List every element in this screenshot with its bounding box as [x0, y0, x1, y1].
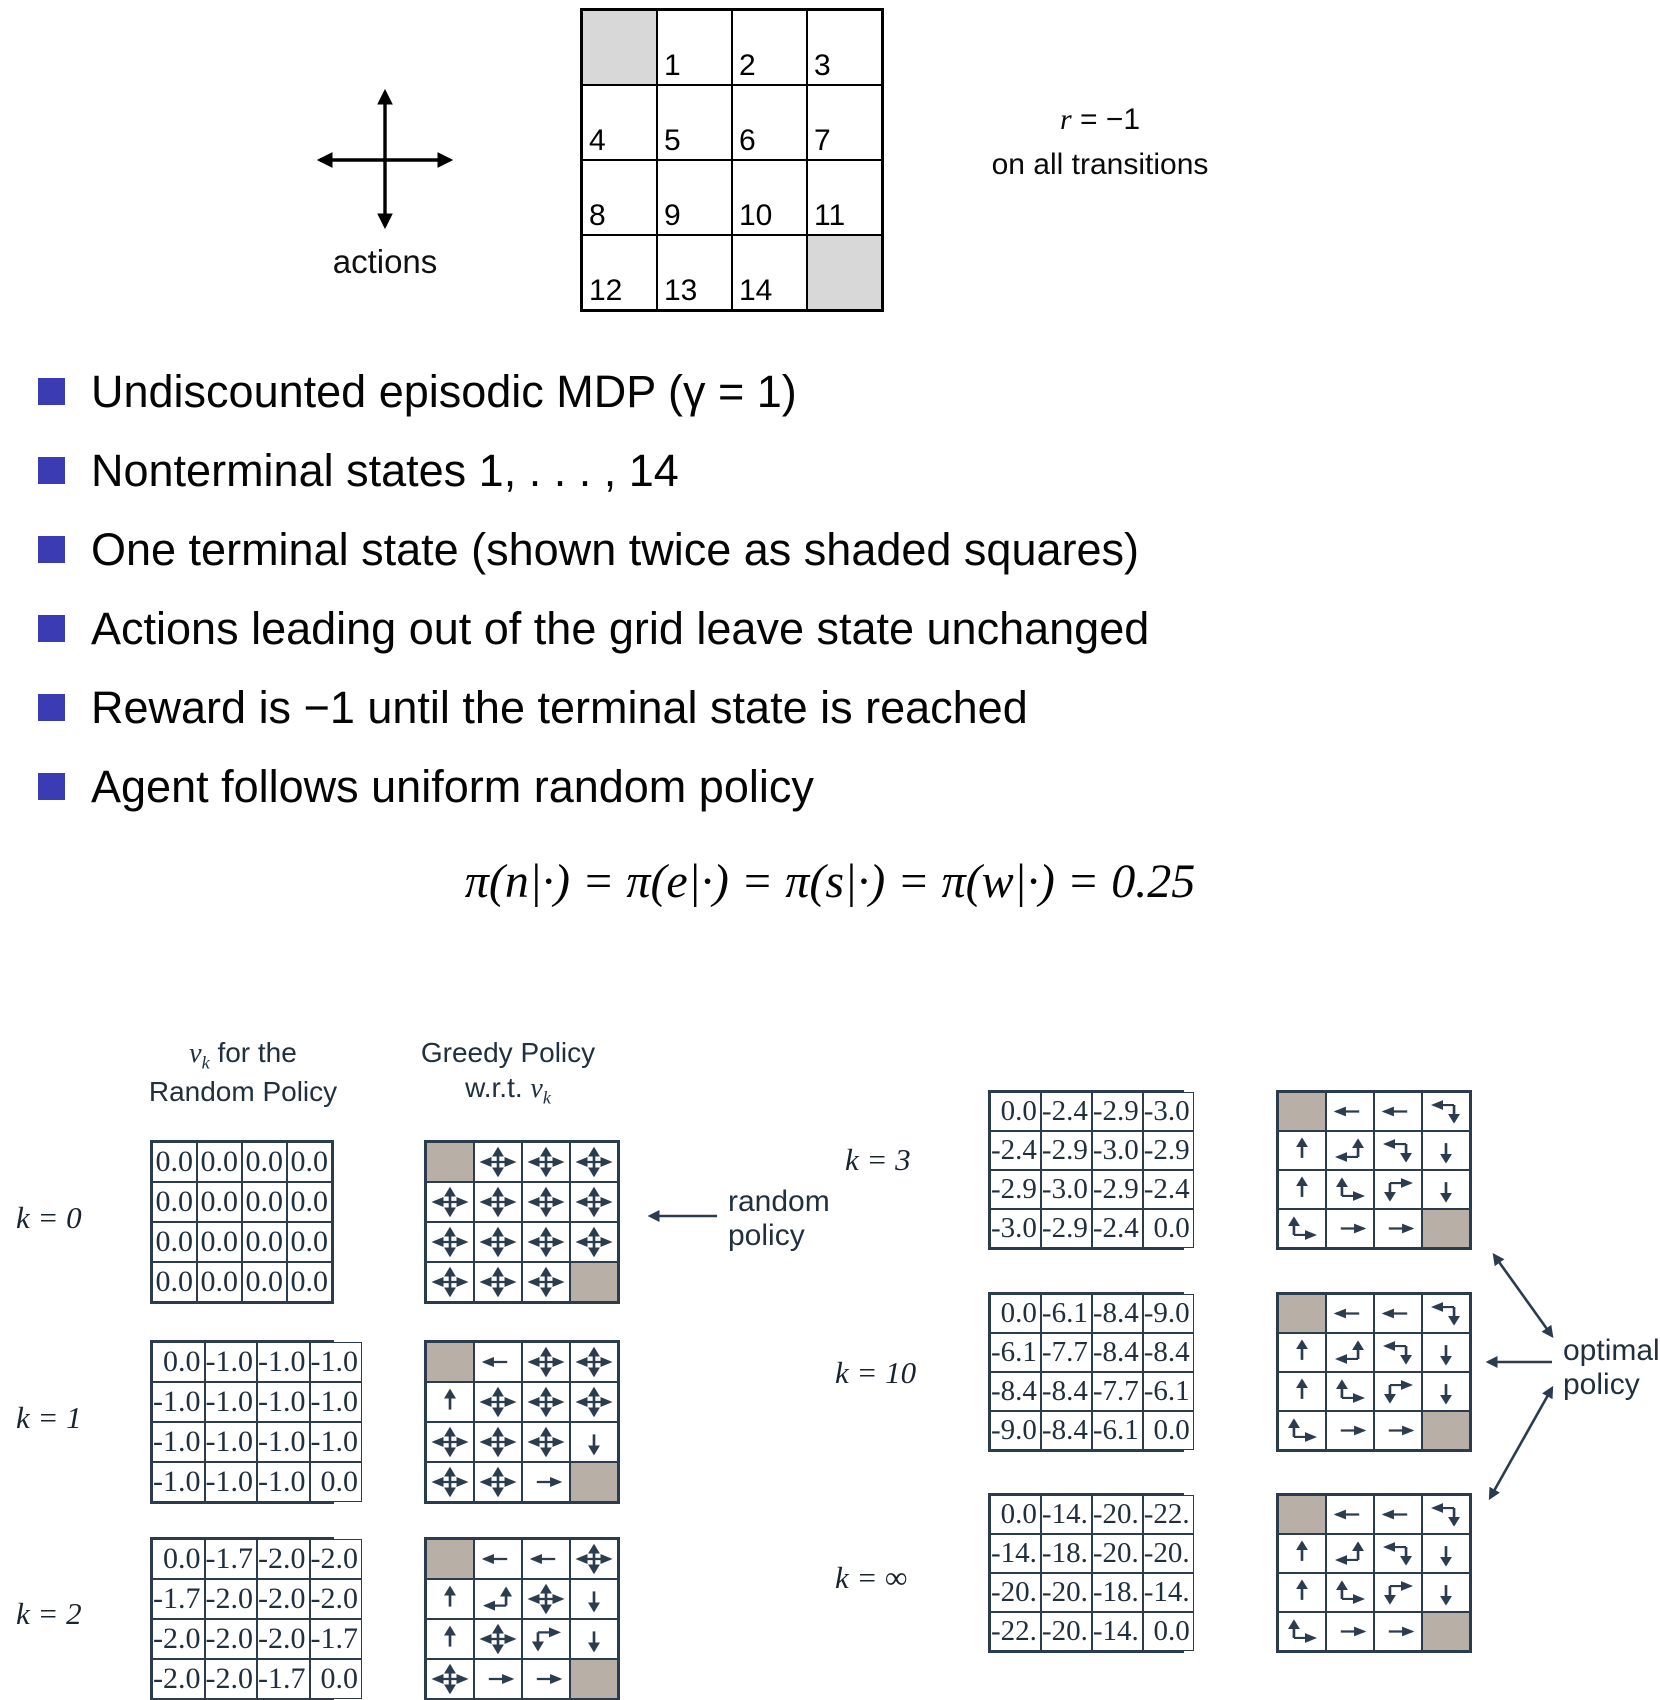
terminal-policy-cell [1278, 1495, 1326, 1534]
value-cell: -20. [1143, 1534, 1194, 1573]
policy-arrow-cell [1326, 1372, 1374, 1411]
actions-cross-icon [308, 80, 462, 238]
policy-arrow-cell [570, 1382, 618, 1422]
value-cell: -14. [1092, 1612, 1143, 1651]
state-cell: 14 [732, 235, 807, 310]
value-cell: -3.0 [1143, 1092, 1194, 1131]
value-cell: 0.0 [197, 1182, 242, 1222]
value-grid-k3 [988, 1090, 1190, 1250]
policy-arrow-cell [1278, 1411, 1326, 1450]
bullet-text: Actions leading out of the grid leave state unchanged [91, 602, 1150, 654]
policy-arrow-cell [1326, 1495, 1374, 1534]
terminal-policy-cell [426, 1342, 474, 1382]
policy-arrow-cell [570, 1182, 618, 1222]
value-cell: -14. [1041, 1495, 1092, 1534]
greedy-grid-k2 [424, 1537, 620, 1700]
value-cell: 0.0 [1143, 1411, 1194, 1450]
vk-column-header [148, 1035, 338, 1109]
value-cell: -1.7 [205, 1539, 258, 1579]
value-cell: -2.4 [1092, 1209, 1143, 1248]
state-cell: 11 [807, 160, 882, 235]
policy-arrow-cell [570, 1342, 618, 1382]
policy-arrow-cell [1374, 1411, 1422, 1450]
state-cell: 2 [732, 10, 807, 85]
policy-equation: π(n|·) = π(e|·) = π(s|·) = π(w|·) = 0.25 [464, 855, 1196, 908]
policy-arrow-cell [1422, 1534, 1470, 1573]
policy-arrow-cell [570, 1579, 618, 1619]
value-cell: 0.0 [310, 1462, 363, 1502]
value-cell: -1.0 [257, 1422, 310, 1462]
policy-arrow-cell [426, 1462, 474, 1502]
value-cell: 0.0 [287, 1262, 332, 1302]
policy-arrow-cell [1374, 1333, 1422, 1372]
value-cell: -9.0 [1143, 1294, 1194, 1333]
policy-arrow-cell [1374, 1534, 1422, 1573]
k-label-10: k = 10 [835, 1355, 917, 1390]
value-cell: 0.0 [152, 1539, 205, 1579]
value-cell: -2.0 [205, 1579, 258, 1619]
bullet-square-icon [38, 457, 65, 484]
policy-arrow-cell [1278, 1534, 1326, 1573]
mdp-state-grid [580, 8, 884, 312]
value-cell: 0.0 [152, 1182, 197, 1222]
policy-arrow-cell [570, 1422, 618, 1462]
value-cell: -2.0 [205, 1619, 258, 1659]
bullet-item [38, 747, 1598, 826]
reward-note [945, 97, 1255, 187]
state-cell: 3 [807, 10, 882, 85]
value-cell: -18. [1041, 1534, 1092, 1573]
policy-arrow-cell [426, 1422, 474, 1462]
reward-equation: r = −1 [1059, 103, 1141, 136]
policy-arrow-cell [522, 1342, 570, 1382]
policy-arrow-cell [474, 1462, 522, 1502]
policy-arrow-cell [1326, 1170, 1374, 1209]
value-cell: -1.0 [152, 1382, 205, 1422]
bullet-item [38, 589, 1598, 668]
policy-arrow-cell [570, 1222, 618, 1262]
policy-arrow-cell [1326, 1209, 1374, 1248]
policy-arrow-cell [426, 1262, 474, 1302]
policy-arrow-cell [474, 1262, 522, 1302]
vk-header-line1: $v_k$ for the [189, 1037, 297, 1073]
policy-arrow-cell [522, 1462, 570, 1502]
value-cell: -2.0 [205, 1659, 258, 1699]
value-cell: 0.0 [990, 1092, 1041, 1131]
policy-arrow-cell [426, 1659, 474, 1699]
policy-arrow-cell [1278, 1372, 1326, 1411]
value-cell: -8.4 [1041, 1411, 1092, 1450]
policy-arrow-cell [474, 1222, 522, 1262]
value-cell: -8.4 [1143, 1333, 1194, 1372]
terminal-policy-cell [1422, 1209, 1470, 1248]
policy-arrow-cell [1326, 1131, 1374, 1170]
value-cell: -20. [1092, 1495, 1143, 1534]
bullet-item [38, 431, 1598, 510]
policy-arrow-cell [474, 1539, 522, 1579]
greedy-column-header [408, 1035, 608, 1109]
policy-arrow-cell [1278, 1333, 1326, 1372]
value-grid-kinf [988, 1493, 1190, 1653]
value-cell: -20. [1092, 1534, 1143, 1573]
value-cell: -20. [990, 1573, 1041, 1612]
terminal-policy-cell [1422, 1411, 1470, 1450]
value-cell: 0.0 [197, 1222, 242, 1262]
policy-arrow-cell [522, 1539, 570, 1579]
policy-arrow-cell [570, 1142, 618, 1182]
policy-arrow-cell [426, 1619, 474, 1659]
value-grid-k1 [150, 1340, 358, 1504]
k-label-0: k = 0 [16, 1200, 82, 1235]
greedy-header-line1: Greedy Policy [420, 1037, 596, 1068]
value-cell: -6.1 [990, 1333, 1041, 1372]
value-cell: -1.7 [310, 1619, 363, 1659]
value-cell: -18. [1092, 1573, 1143, 1612]
policy-arrow-cell [522, 1619, 570, 1659]
policy-arrow-cell [522, 1579, 570, 1619]
policy-arrow-cell [474, 1142, 522, 1182]
value-cell: -7.7 [1092, 1372, 1143, 1411]
policy-arrow-cell [1326, 1573, 1374, 1612]
policy-arrow-cell [522, 1659, 570, 1699]
terminal-policy-cell [570, 1659, 618, 1699]
policy-arrow-cell [1326, 1534, 1374, 1573]
policy-arrow-cell [426, 1182, 474, 1222]
bullet-text: Nonterminal states 1, . . . , 14 [91, 444, 679, 496]
value-cell: -1.0 [205, 1382, 258, 1422]
bullet-item [38, 352, 1598, 431]
policy-arrow-cell [1278, 1612, 1326, 1651]
state-cell: 7 [807, 85, 882, 160]
policy-arrow-cell [1374, 1573, 1422, 1612]
bullet-square-icon [38, 536, 65, 563]
value-cell: -1.0 [310, 1382, 363, 1422]
value-cell: 0.0 [242, 1222, 287, 1262]
value-cell: 0.0 [1143, 1612, 1194, 1651]
value-cell: -2.0 [152, 1619, 205, 1659]
optimal-arrow-up-icon [1494, 1255, 1552, 1336]
optimal-arrow-down-icon [1490, 1388, 1552, 1498]
value-cell: -20. [1041, 1612, 1092, 1651]
policy-arrow-cell [1278, 1573, 1326, 1612]
policy-arrow-cell [1326, 1294, 1374, 1333]
value-cell: -8.4 [1041, 1372, 1092, 1411]
policy-arrow-cell [474, 1659, 522, 1699]
value-cell: -2.0 [257, 1619, 310, 1659]
value-cell: 0.0 [197, 1262, 242, 1302]
terminal-policy-cell [1422, 1612, 1470, 1651]
policy-arrow-cell [474, 1382, 522, 1422]
value-cell: -9.0 [990, 1411, 1041, 1450]
value-cell: 0.0 [152, 1262, 197, 1302]
value-cell: -1.0 [205, 1342, 258, 1382]
policy-arrow-cell [474, 1182, 522, 1222]
bullet-list [38, 352, 1598, 826]
state-cell: 8 [582, 160, 657, 235]
k-label-2: k = 2 [16, 1596, 82, 1631]
value-cell: -2.9 [1143, 1131, 1194, 1170]
policy-arrow-cell [1374, 1372, 1422, 1411]
value-cell: -1.0 [205, 1462, 258, 1502]
value-cell: 0.0 [152, 1342, 205, 1382]
bullet-text: One terminal state (shown twice as shaded squares) [91, 523, 1140, 575]
value-cell: -2.4 [990, 1131, 1041, 1170]
policy-arrow-cell [522, 1262, 570, 1302]
k-label-1: k = 1 [16, 1400, 82, 1435]
policy-arrow-cell [1422, 1131, 1470, 1170]
policy-arrow-cell [1326, 1333, 1374, 1372]
value-grid-k0 [150, 1140, 334, 1304]
policy-arrow-cell [1422, 1495, 1470, 1534]
value-cell: 0.0 [242, 1182, 287, 1222]
policy-arrow-cell [474, 1619, 522, 1659]
value-cell: -2.0 [257, 1579, 310, 1619]
policy-arrow-cell [570, 1539, 618, 1579]
value-cell: -20. [1041, 1573, 1092, 1612]
value-cell: -14. [990, 1534, 1041, 1573]
bullet-item [38, 510, 1598, 589]
value-cell: -2.9 [990, 1170, 1041, 1209]
policy-arrow-cell [522, 1222, 570, 1262]
value-grid-k10 [988, 1292, 1190, 1452]
state-cell: 10 [732, 160, 807, 235]
policy-arrow-cell [426, 1382, 474, 1422]
vk-header-line2: Random Policy [148, 1076, 338, 1108]
policy-arrow-cell [1278, 1170, 1326, 1209]
value-cell: 0.0 [287, 1182, 332, 1222]
value-grid-k2 [150, 1537, 358, 1700]
policy-arrow-cell [426, 1579, 474, 1619]
value-cell: 0.0 [197, 1142, 242, 1182]
policy-arrow-cell [1422, 1294, 1470, 1333]
policy-arrow-cell [1326, 1612, 1374, 1651]
policy-arrow-cell [1422, 1372, 1470, 1411]
value-cell: -8.4 [1092, 1294, 1143, 1333]
value-cell: 0.0 [287, 1142, 332, 1182]
reward-caption: on all transitions [991, 148, 1209, 181]
terminal-policy-cell [570, 1262, 618, 1302]
value-cell: -2.9 [1092, 1170, 1143, 1209]
value-cell: -22. [990, 1612, 1041, 1651]
value-cell: -2.9 [1092, 1092, 1143, 1131]
bullet-text: Reward is −1 until the terminal state is reached [91, 681, 1028, 733]
value-cell: -22. [1143, 1495, 1194, 1534]
random-policy-label: random policy [728, 1185, 830, 1252]
state-cell: 6 [732, 85, 807, 160]
terminal-policy-cell [570, 1462, 618, 1502]
bullet-square-icon [38, 378, 65, 405]
value-cell: -14. [1143, 1573, 1194, 1612]
value-cell: -2.4 [1143, 1170, 1194, 1209]
terminal-policy-cell [426, 1539, 474, 1579]
policy-arrow-cell [1374, 1092, 1422, 1131]
state-cell: 1 [657, 10, 732, 85]
bullet-text: Undiscounted episodic MDP (γ = 1) [91, 365, 797, 417]
value-cell: -1.7 [257, 1659, 310, 1699]
policy-arrow-cell [1278, 1209, 1326, 1248]
bullet-text: Agent follows uniform random policy [91, 760, 814, 812]
greedy-header-line2: w.r.t. $v_k$ [465, 1072, 551, 1108]
value-cell: -1.0 [205, 1422, 258, 1462]
k-label-3: k = 3 [845, 1142, 911, 1177]
policy-arrow-cell [1422, 1333, 1470, 1372]
value-cell: -1.0 [310, 1342, 363, 1382]
policy-arrow-cell [474, 1342, 522, 1382]
policy-arrow-cell [1374, 1495, 1422, 1534]
value-cell: 0.0 [152, 1142, 197, 1182]
state-cell: 12 [582, 235, 657, 310]
optimal-policy-label: optimal policy [1563, 1334, 1660, 1401]
state-cell: 9 [657, 160, 732, 235]
policy-arrow-cell [522, 1382, 570, 1422]
value-cell: 0.0 [990, 1495, 1041, 1534]
terminal-state-cell [582, 10, 657, 85]
value-cell: -1.0 [310, 1422, 363, 1462]
policy-arrow-cell [1278, 1131, 1326, 1170]
greedy-grid-k3 [1276, 1090, 1472, 1250]
value-cell: -2.0 [310, 1579, 363, 1619]
value-cell: 0.0 [152, 1222, 197, 1262]
policy-arrow-cell [570, 1619, 618, 1659]
actions-label: actions [332, 243, 438, 280]
value-cell: -1.0 [152, 1422, 205, 1462]
policy-arrow-cell [474, 1422, 522, 1462]
value-cell: -6.1 [1041, 1294, 1092, 1333]
state-cell: 13 [657, 235, 732, 310]
policy-arrow-cell [522, 1142, 570, 1182]
policy-arrow-cell [1374, 1209, 1422, 1248]
terminal-policy-cell [1278, 1092, 1326, 1131]
policy-arrow-cell [1374, 1294, 1422, 1333]
value-cell: -3.0 [1041, 1170, 1092, 1209]
value-cell: 0.0 [287, 1222, 332, 1262]
state-cell: 5 [657, 85, 732, 160]
policy-arrow-cell [1374, 1170, 1422, 1209]
policy-arrow-cell [474, 1579, 522, 1619]
value-cell: -1.0 [257, 1382, 310, 1422]
value-cell: -2.9 [1041, 1209, 1092, 1248]
greedy-grid-k0 [424, 1140, 620, 1304]
greedy-grid-k1 [424, 1340, 620, 1504]
value-cell: 0.0 [1143, 1209, 1194, 1248]
terminal-policy-cell [1278, 1294, 1326, 1333]
value-cell: -6.1 [1092, 1411, 1143, 1450]
state-cell: 4 [582, 85, 657, 160]
policy-arrow-cell [1422, 1573, 1470, 1612]
value-cell: -2.4 [1041, 1092, 1092, 1131]
greedy-grid-k10 [1276, 1292, 1472, 1452]
k-label-inf: k = ∞ [835, 1560, 908, 1595]
policy-arrow-cell [522, 1182, 570, 1222]
greedy-grid-kinf [1276, 1493, 1472, 1653]
value-cell: 0.0 [310, 1659, 363, 1699]
value-cell: -1.0 [152, 1462, 205, 1502]
policy-arrow-cell [1374, 1612, 1422, 1651]
value-cell: -1.0 [257, 1342, 310, 1382]
terminal-policy-cell [426, 1142, 474, 1182]
value-cell: -6.1 [1143, 1372, 1194, 1411]
value-cell: -2.0 [310, 1539, 363, 1579]
value-cell: -2.0 [257, 1539, 310, 1579]
value-cell: -2.0 [152, 1659, 205, 1699]
bullet-item [38, 668, 1598, 747]
value-cell: -2.9 [1041, 1131, 1092, 1170]
bullet-square-icon [38, 694, 65, 721]
value-cell: -8.4 [990, 1372, 1041, 1411]
policy-arrow-cell [1326, 1092, 1374, 1131]
value-cell: -3.0 [990, 1209, 1041, 1248]
value-cell: -1.7 [152, 1579, 205, 1619]
bullet-square-icon [38, 773, 65, 800]
terminal-state-cell [807, 235, 882, 310]
value-cell: -7.7 [1041, 1333, 1092, 1372]
policy-arrow-cell [1326, 1411, 1374, 1450]
policy-arrow-cell [1374, 1131, 1422, 1170]
policy-arrow-cell [1422, 1170, 1470, 1209]
value-cell: 0.0 [242, 1262, 287, 1302]
value-cell: 0.0 [990, 1294, 1041, 1333]
value-cell: -8.4 [1092, 1333, 1143, 1372]
policy-arrow-cell [426, 1222, 474, 1262]
bullet-square-icon [38, 615, 65, 642]
policy-arrow-cell [1422, 1092, 1470, 1131]
policy-arrow-cell [522, 1422, 570, 1462]
value-cell: -1.0 [257, 1462, 310, 1502]
value-cell: 0.0 [242, 1142, 287, 1182]
value-cell: -3.0 [1092, 1131, 1143, 1170]
